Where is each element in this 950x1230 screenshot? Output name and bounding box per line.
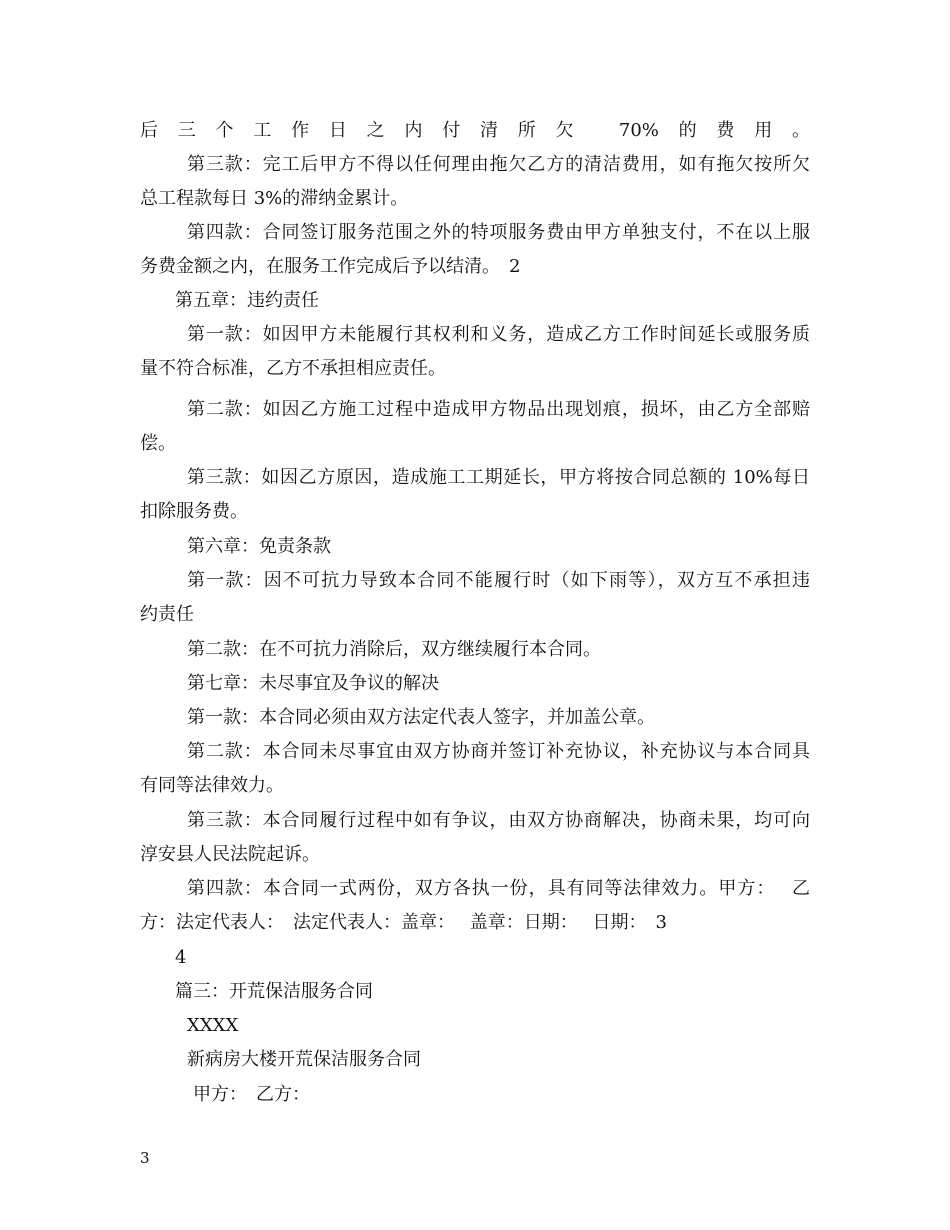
body-line: 量不符合标准，乙方不承担相应责任。: [140, 358, 446, 379]
body-line: 第一款：因不可抗力导致本合同不能履行时（如下雨等），双方互不承担违: [187, 570, 810, 591]
chapter-heading: 第六章：免责条款: [187, 536, 331, 557]
body-line: XXXX: [187, 1015, 239, 1036]
body-line: 第三款：完工后甲方不得以任何理由拖欠乙方的清洁费用，如有拖欠按所欠: [187, 154, 810, 175]
body-line: 第二款：在不可抗力消除后，双方继续履行本合同。: [187, 639, 601, 660]
body-line: 扣除服务费。: [140, 501, 248, 522]
body-line: 第二款：本合同未尽事宜由双方协商并签订补充协议，补充协议与本合同具: [187, 741, 810, 762]
contract-title: 新病房大楼开荒保洁服务合同: [187, 1049, 421, 1070]
body-line: 后三个工作日之内付清所欠 70%的费用。: [140, 120, 810, 141]
chapter-heading: 第五章：违约责任: [175, 290, 319, 311]
body-line: 偿。: [140, 433, 176, 454]
body-line: 第四款：本合同一式两份，双方各执一份，具有同等法律效力。甲方： 乙: [187, 878, 810, 899]
body-line: 有同等法律效力。: [140, 775, 284, 796]
body-line: 方：法定代表人： 法定代表人：盖章： 盖章：日期： 日期： 3: [140, 912, 667, 933]
section-heading: 篇三：开荒保洁服务合同: [175, 981, 373, 1002]
body-line: 总工程款每日 3%的滞纳金累计。: [140, 188, 409, 209]
body-line: 务费金额之内，在服务工作完成后予以结清。 2: [140, 256, 521, 277]
body-line: 淳安县人民法院起诉。: [140, 844, 320, 865]
page-number: 3: [140, 1149, 150, 1167]
chapter-heading: 第七章：未尽事宜及争议的解决: [187, 673, 439, 694]
body-line: 第一款：本合同必须由双方法定代表人签字，并加盖公章。: [187, 707, 655, 728]
body-line: 第二款：如因乙方施工过程中造成甲方物品出现划痕，损坏，由乙方全部赔: [187, 399, 810, 420]
body-line: 4: [175, 947, 187, 968]
body-line: 第三款：本合同履行过程中如有争议，由双方协商解决，协商未果，均可向: [187, 810, 810, 831]
body-line: 约责任: [140, 604, 194, 625]
body-line: 第四款：合同签订服务范围之外的特项服务费由甲方单独支付，不在以上服: [187, 222, 810, 243]
body-line: 第三款：如因乙方原因，造成施工工期延长，甲方将按合同总额的 10%每日: [187, 467, 810, 488]
party-line: 甲方： 乙方：: [193, 1084, 310, 1105]
body-line: 第一款：如因甲方未能履行其权利和义务，造成乙方工作时间延长或服务质: [187, 324, 810, 345]
